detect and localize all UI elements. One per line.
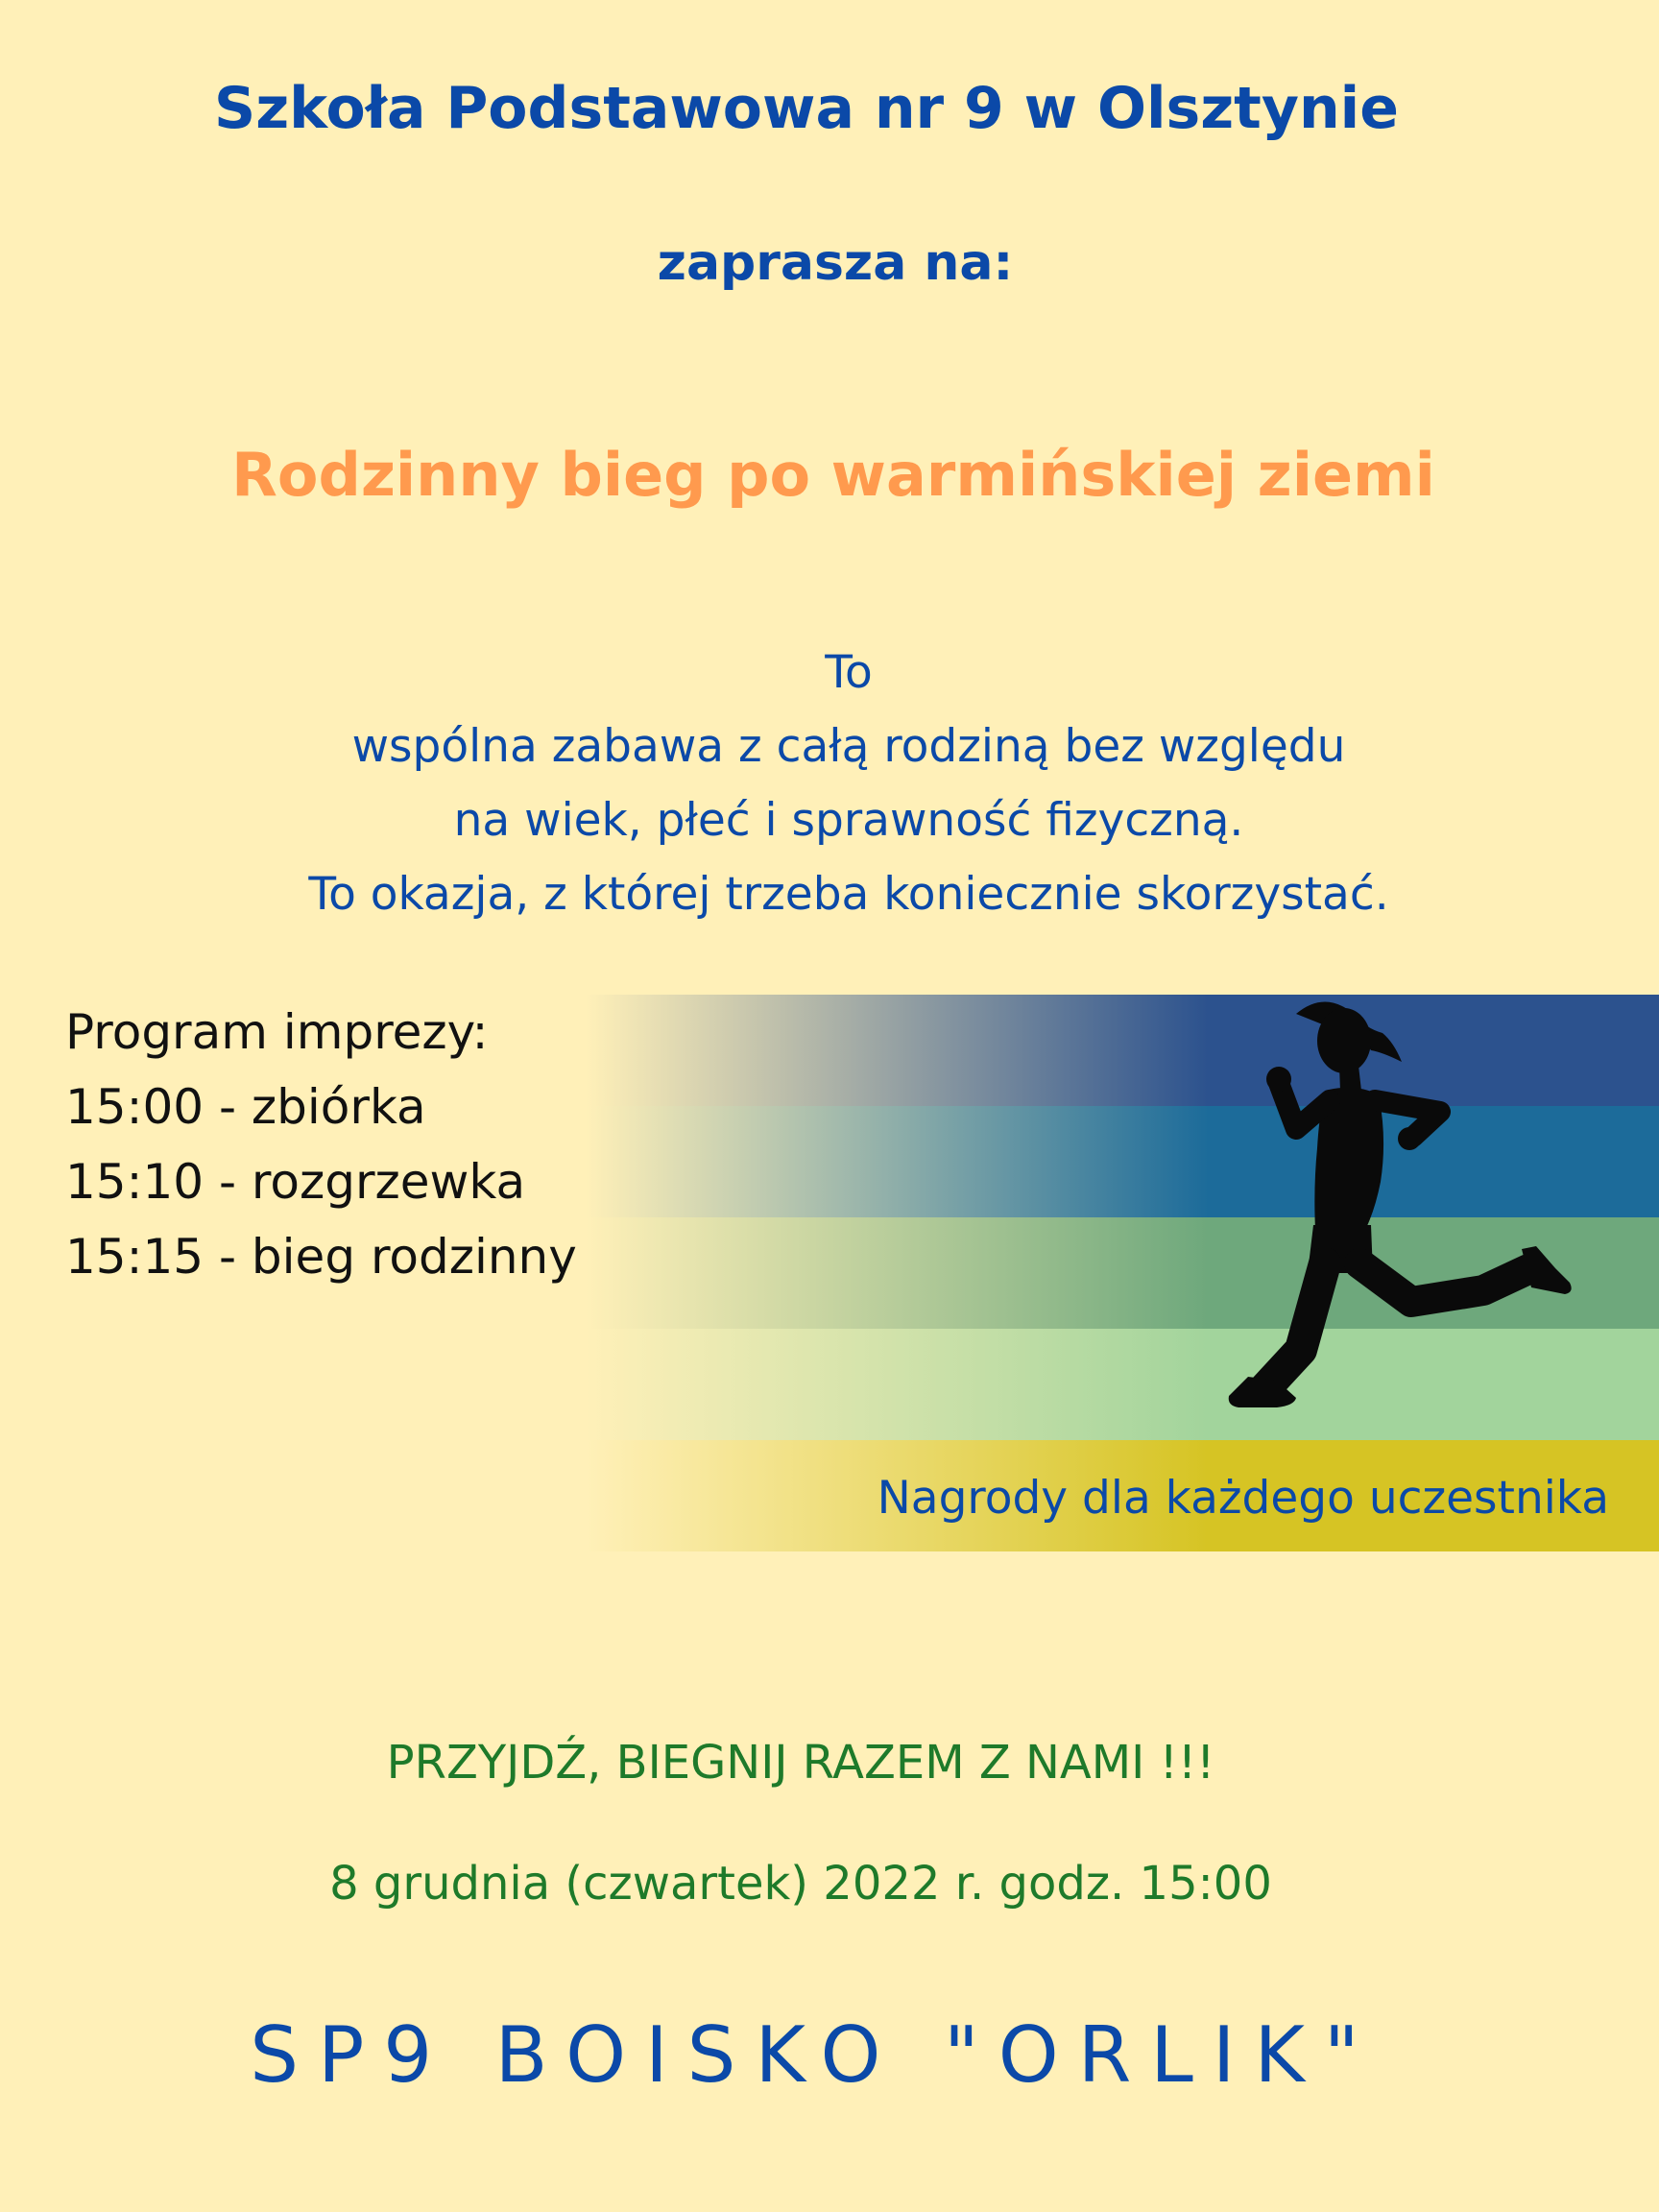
intro-text: [0, 636, 1659, 931]
event-date: 8 grudnia (czwartek) 2022 r. godz. 15:00: [329, 1857, 1272, 1911]
running-graphic: [586, 995, 1659, 1551]
program-list: [65, 995, 577, 1294]
invites-text: zaprasza na:: [657, 234, 1014, 292]
intro-line: To okazja, z której trzeba koniecznie skorzystać.: [308, 868, 1389, 921]
runner-silhouette-icon: [586, 995, 1659, 1551]
event-title: Rodzinny bieg po warmińskiej ziemi: [231, 440, 1435, 510]
slogan: PRZYJDŹ, BIEGNIJ RAZEM Z NAMI !!!: [386, 1736, 1215, 1790]
program-item: 15:15 - bieg rodzinny: [65, 1229, 577, 1285]
program-heading: Program imprezy:: [65, 1004, 489, 1060]
intro-line: wspólna zabawa z całą rodziną bez względu: [351, 720, 1346, 773]
prizes-text: Nagrody dla każdego uczestnika: [877, 1472, 1609, 1525]
school-name: Szkoła Podstawowa nr 9 w Olsztynie: [214, 75, 1399, 142]
intro-line: To: [825, 646, 873, 699]
program-item: 15:10 - rozgrzewka: [65, 1154, 526, 1210]
venue: SP9 BOISKO "ORLIK": [250, 2010, 1379, 2100]
program-item: 15:00 - zbiórka: [65, 1079, 426, 1135]
intro-line: na wiek, płeć i sprawność fizyczną.: [453, 794, 1244, 847]
